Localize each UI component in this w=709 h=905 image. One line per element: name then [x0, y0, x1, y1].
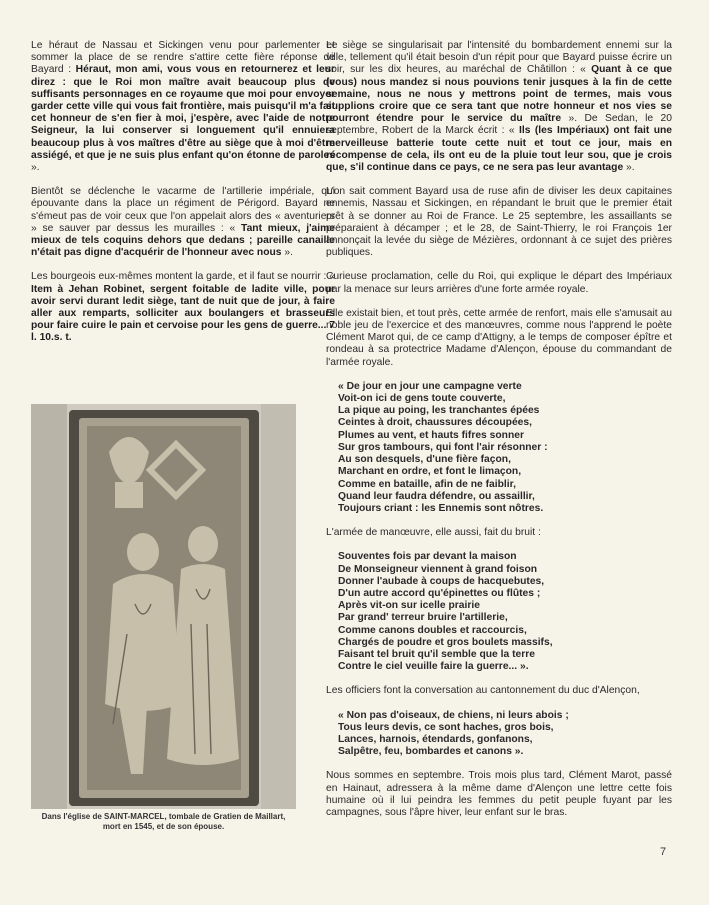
poem-line: Ceintes à droit, chaussures découpées, — [338, 417, 532, 429]
poem-line: D'un autre accord qu'épinettes ou flûtes ; — [338, 587, 541, 599]
poem-line: Contre le ciel veuille faire la guerre... ». — [338, 661, 529, 673]
paragraph-artillery: Bientôt se déclenche le vacarme de l'artillerie impériale, qui épouvante dans la place un régiment de Périgord. Bayard ne s'émeut pas de voir ceux que l'on appelait alors des « aventuriers » se sauver par dessus les murailles : « Tant mieux, j'aime mieux de tels coquins dehors que dedans ; pareille canaille n'était pas digne d'acquérir de l'honneur avec nous ». — [31, 186, 335, 259]
poem-line: Après vit-on sur icelle prairie — [338, 600, 480, 612]
tombstone-photo — [31, 404, 296, 809]
poem-line: Tous leurs devis, ce sont haches, gros bois, — [338, 721, 554, 733]
paragraph-noise: L'armée de manœuvre, elle aussi, fait du bruit : — [326, 527, 541, 539]
paragraph-siege: Le siège se singularisait par l'intensité du bombardement ennemi sur la ville, tellement qu'il était besoin d'un répit pour que Bayard puisse écrire un soir, sur les dix heures, au maréchal de Châtillon : « Quant à ce que (vous) nous mandez si nous pouvions tenir jusques à la fin de cette semaine, nous ne nous y mettrons point de termes, mais vous supplions croire que ce sera tant que notre honneur et nos vies se pourront étendre pour le service du maître ». De Sedan, le 20 septembre, Robert de la Marck écrit : « Ils (les Impériaux) ont fait une merveilleuse batterie toute cette nuit et tout ce jour, mais en récompense de cela, ils ont eu de la pluie tout leur sou, que je crois que, s'il continue dans ce pays, ce ne sera pas leur avantage ». — [326, 40, 673, 174]
paragraph-proclamation: Curieuse proclamation, celle du Roi, qui explique le départ des Impériaux par la menace sur leurs arrières d'une forte armée royale. — [326, 271, 672, 295]
poem-aubade — [338, 551, 672, 673]
right-column — [326, 40, 672, 831]
poem-officers — [338, 710, 672, 759]
poem-line: Salpêtre, feu, bombardes et canons ». — [338, 746, 524, 758]
poem-line: Comme en bataille, afin de ne faiblir, — [338, 478, 516, 490]
poem-line: Lances, harnois, étendards, gonfanons, — [338, 733, 533, 745]
poem-campaign — [338, 381, 672, 515]
poem-line: Donner l'aubade à coups de hacquebutes, — [338, 575, 545, 587]
poem-line: La pique au poing, les tranchantes épées — [338, 405, 540, 417]
paragraph-september: Nous sommes en septembre. Trois mois plus tard, Clément Marot, passé en Hainaut, adressera à la même dame d'Alençon une lettre cette fois humaine où il lui peindra les femmes du petit peuple fuyant par les campagnes, sous l'âpre hiver, leur enfant sur le bras. — [326, 770, 672, 818]
poem-line: Par grand' terreur bruire l'artillerie, — [338, 612, 508, 624]
paragraph-army: Elle existait bien, et tout près, cette armée de renfort, mais elle s'amusait au noble jeu de l'exercice et des manœuvres, comme nous l'apprend le poète Clément Marot qui, de ce camp d'Attigny, a le temps de composer épître et rondeau à sa protectrice Madame d'Alençon, épouse du commandant de l'armée royale. — [326, 307, 672, 368]
photo-caption: Dans l'église de SAINT-MARCEL, tombale de Gratien de Maillart, mort en 1545, et de son épouse. — [41, 812, 286, 831]
poem-line: Chargés de poudre et gros boulets massifs, — [338, 636, 553, 648]
left-column — [31, 40, 335, 357]
poem-line: Comme canons doubles et raccourcis, — [338, 624, 527, 636]
poem-line: Souventes fois par devant la maison — [338, 551, 517, 563]
paragraph-bourgeois: Les bourgeois eux-mêmes montent la garde, et il faut se nourrir : « Item à Jehan Robinet, sergent foitable de ladite ville, pour avoir servi durant ledit siège, tant de nuit que de jour, à faire aller aux remparts, solliciter aux boulangers et brasseurs pour faire cuire le pain et cervoise pour les gens de guerre... 7 l. 10.s. t. — [31, 271, 335, 344]
poem-line: Sur gros tambours, qui font l'air résonner : — [338, 441, 548, 453]
tombstone-illustration — [31, 404, 296, 809]
paragraph-officers: Les officiers font la conversation au cantonnement du duc d'Alençon, — [326, 685, 640, 697]
paragraph-ruse: L'on sait comment Bayard usa de ruse afin de diviser les deux capitaines ennemis, Nassau et Sickingen, en répandant le bruit que le premier était prêt à se donner au Roi de France. Le 25 septembre, les assaillants se préparaient à décamper ; et le 28, de Saint-Thierry, le roi François 1er annonçait la levée du siège de Mézières, ordonnant à ce sujet des prières publiques. — [326, 186, 672, 259]
paragraph-herald: Le héraut de Nassau et Sickingen venu pour parlementer et sommer la place de se rendre s'attire cette fière réponse de Bayard : Héraut, mon ami, vous vous en retournerez et leur direz : que le Roi mon maître avait beaucoup plus de suffisants personnages en ce royaume que moi pour envoyer garder cette ville qui vous fait frontière, mais puisqu'il m'a fait cet honneur de s'en fier à moi, j'espère, avec l'aide de notre Seigneur, la lui conserver si longuement qu'il ennuiera beaucoup plus à vos maîtres d'être au siège que à moi d'être assiégé, et que je ne suis plus enfant qu'on étonne de paroles ». — [31, 40, 335, 174]
poem-line: « De jour en jour une campagne verte — [338, 380, 522, 392]
poem-line: Faisant tel bruit qu'il semble que la terre — [338, 648, 535, 660]
page-number: 7 — [660, 846, 667, 858]
poem-line: Quand leur faudra défendre, ou assaillir, — [338, 490, 535, 502]
poem-line: Toujours criant : les Ennemis sont nôtres. — [338, 502, 544, 514]
poem-line: Marchant en ordre, et font le limaçon, — [338, 466, 522, 478]
poem-line: Voit-on ici de gens toute couverte, — [338, 393, 506, 405]
poem-line: Au son desquels, d'une fière façon, — [338, 454, 511, 466]
poem-line: « Non pas d'oiseaux, de chiens, ni leurs abois ; — [338, 709, 569, 721]
poem-line: Plumes au vent, et hauts fifres sonner — [338, 429, 524, 441]
poem-line: De Monseigneur viennent à grand foison — [338, 563, 538, 575]
